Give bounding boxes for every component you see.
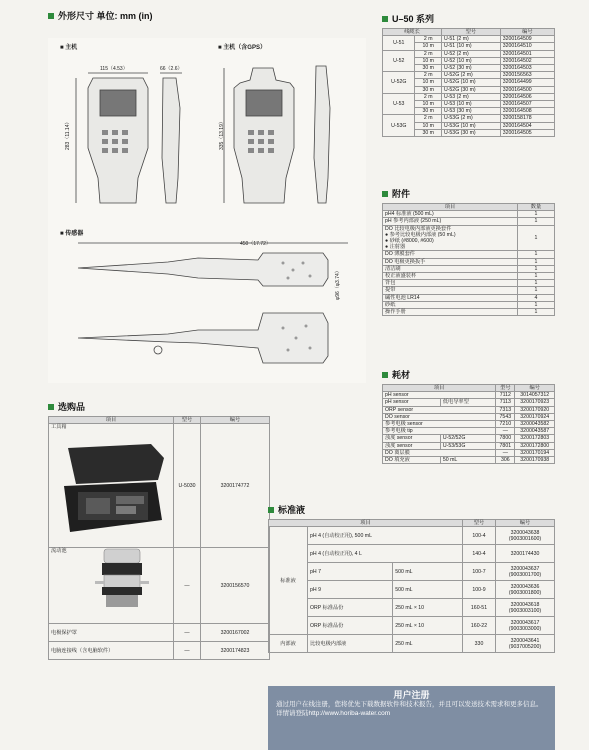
accessory-qty: 1 xyxy=(518,251,555,258)
table-row xyxy=(383,280,555,287)
consumable-code: 3200043582 xyxy=(515,421,555,428)
table-row xyxy=(383,218,555,225)
accessory-item: 清洁刷 xyxy=(383,265,518,272)
consumable-item: 参考电极 tip xyxy=(383,428,496,435)
consumable-item: DO 离层膜 xyxy=(383,449,496,456)
consumable-item: 浊度 sensor xyxy=(383,442,441,449)
consumable-model: — xyxy=(496,428,515,435)
consumable-model: — xyxy=(496,449,515,456)
dimensions-title: 外形尺寸 单位: mm (in) xyxy=(48,9,153,22)
option-model: U-5030 xyxy=(174,424,201,548)
option-code: 3200174823 xyxy=(201,642,270,660)
code: 3200156563 xyxy=(500,72,554,79)
accessory-qty: 1 xyxy=(518,309,555,316)
standard-code: 3200043637 (9003001700) xyxy=(496,563,555,581)
section-marker-icon xyxy=(48,404,54,410)
cable-length: 30 m xyxy=(415,86,441,93)
consumable-code: 3200170923 xyxy=(515,399,555,406)
consumable-code: 3200172800 xyxy=(515,442,555,449)
accessory-qty: 1 xyxy=(518,273,555,280)
col-item: 项目 xyxy=(383,385,496,392)
cable-length: 2 m xyxy=(415,115,441,122)
consumable-code: 3200170920 xyxy=(515,406,555,413)
diameter-dimension: φ96（φ3.74） xyxy=(335,268,341,300)
consumable-model: 7800 xyxy=(496,435,515,442)
table-header-row xyxy=(383,385,555,392)
model: U-53G (2 m) xyxy=(441,115,500,122)
code: 3200164501 xyxy=(500,50,554,57)
table-row xyxy=(383,211,555,218)
accessory-item: DO 电极更换扳手 xyxy=(383,258,518,265)
accessory-qty: 1 xyxy=(518,280,555,287)
code: 3200164510 xyxy=(500,43,554,50)
sensor-label: ■ 传感器 xyxy=(60,231,84,237)
col-cable-length: 线缆长 xyxy=(383,29,442,36)
table-row xyxy=(383,294,555,301)
table-row xyxy=(383,251,555,258)
standard-code: 3200043641 (9037005200) xyxy=(496,635,555,653)
main-unit-gps-label: ■ 主机（含GPS） xyxy=(218,45,266,51)
col-model: 型号 xyxy=(174,417,201,424)
consumable-model: 7210 xyxy=(496,421,515,428)
cable-length: 2 m xyxy=(415,50,441,57)
group-name: U-52G xyxy=(383,72,415,94)
accessory-qty: 1 xyxy=(518,301,555,308)
table-row xyxy=(383,301,555,308)
width-dimension: 115（4.53） xyxy=(100,66,128,72)
consumable-model: 7543 xyxy=(496,413,515,420)
accessory-item: 操作手册 xyxy=(383,309,518,316)
table-row xyxy=(49,624,270,642)
table-row xyxy=(383,449,555,456)
accessory-qty: 1 xyxy=(518,218,555,225)
code: 3200164504 xyxy=(500,122,554,129)
consumable-spec: 50 mL xyxy=(440,457,495,464)
table-header-row xyxy=(383,29,555,36)
standard-volume: 500 mL xyxy=(393,563,463,581)
code: 3200164508 xyxy=(500,108,554,115)
depth-dimension: 66（2.6） xyxy=(160,66,183,72)
consumable-item: 参考电极 sensor xyxy=(383,421,496,428)
table-row xyxy=(269,581,555,599)
table-row xyxy=(383,93,555,100)
col-model: 型号 xyxy=(496,385,515,392)
table-row xyxy=(383,392,555,399)
cable-length: 2 m xyxy=(415,36,441,43)
model: U-53 (2 m) xyxy=(441,93,500,100)
cable-length: 2 m xyxy=(415,72,441,79)
consumables-title: 耗材 xyxy=(382,368,410,381)
col-qty: 数量 xyxy=(518,204,555,211)
model: U-51 (10 m) xyxy=(441,43,500,50)
accessory-item: 背包 xyxy=(383,280,518,287)
consumables-table xyxy=(382,384,555,464)
table-row xyxy=(383,50,555,57)
standard-code: 3200043618 (9003003100) xyxy=(496,599,555,617)
col-item: 项目 xyxy=(49,417,174,424)
option-code: 3200174772 xyxy=(201,424,270,548)
u50-title: U–50 系列 xyxy=(382,12,434,25)
section-marker-icon xyxy=(382,191,388,197)
table-header-row xyxy=(269,520,555,527)
standard-model: 140-4 xyxy=(463,545,496,563)
standard-volume: 500 mL xyxy=(393,581,463,599)
registration-title: 用户注册 xyxy=(393,690,430,700)
model: U-53G (10 m) xyxy=(441,122,500,129)
option-code: 3200156570 xyxy=(201,548,270,624)
consumable-item: pH sensor xyxy=(383,399,441,406)
consumable-code: 3200172803 xyxy=(515,435,555,442)
option-item: 电脑连接线（含电脑软件） xyxy=(49,642,174,660)
code: 3200164500 xyxy=(500,86,554,93)
cable-length: 30 m xyxy=(415,65,441,72)
model: U-52G (10 m) xyxy=(441,79,500,86)
consumable-code: 3200170924 xyxy=(515,413,555,420)
option-model: — xyxy=(174,624,201,642)
height-gps-dimension: 335（13.19） xyxy=(219,119,225,150)
height-dimension: 283（11.14） xyxy=(65,119,71,150)
standards-title: 标准液 xyxy=(268,503,305,516)
cable-length: 30 m xyxy=(415,129,441,136)
accessory-qty: 1 xyxy=(518,258,555,265)
accessories-title: 附件 xyxy=(382,187,410,200)
table-row xyxy=(383,309,555,316)
accessory-qty: 1 xyxy=(518,211,555,218)
standard-item: pH 4 (自动校正用), 500 mL xyxy=(308,527,463,545)
accessory-item: 校正液盛装杯 xyxy=(383,273,518,280)
standards-group-label: 标准液 xyxy=(269,527,308,635)
col-item: 项目 xyxy=(383,204,518,211)
col-code: 编号 xyxy=(515,385,555,392)
table-header-row xyxy=(49,417,270,424)
model: U-51 (2 m) xyxy=(441,36,500,43)
option-model: — xyxy=(174,548,201,624)
cable-length: 30 m xyxy=(415,108,441,115)
table-row xyxy=(383,115,555,122)
table-row xyxy=(49,642,270,660)
model: U-52 (2 m) xyxy=(441,50,500,57)
standard-item: pH 7 xyxy=(308,563,393,581)
table-row xyxy=(269,527,555,545)
consumable-code: 3014057312 xyxy=(515,392,555,399)
group-name: U-53 xyxy=(383,93,415,115)
registration-link[interactable]: 详情请登陆http://www.horiba-water.com xyxy=(276,710,391,717)
standard-code: 3200043638 (9003001600) xyxy=(496,527,555,545)
table-row xyxy=(383,413,555,420)
length-dimension: 450（17.72） xyxy=(240,241,271,247)
consumable-model: 7112 xyxy=(496,392,515,399)
option-item: 工具箱 xyxy=(49,424,174,548)
table-row xyxy=(383,72,555,79)
consumable-model: 7313 xyxy=(496,406,515,413)
table-row xyxy=(269,545,555,563)
standard-item: pH 9 xyxy=(308,581,393,599)
standard-item: pH 4 (自动校正用), 4 L xyxy=(308,545,463,563)
technical-drawing xyxy=(48,38,366,383)
accessory-item: DO 薄膜套件 xyxy=(383,251,518,258)
option-code: 3200167002 xyxy=(201,624,270,642)
option-item: 流动池 xyxy=(49,548,174,624)
code: 3200164507 xyxy=(500,101,554,108)
accessory-qty: 1 xyxy=(518,265,555,272)
table-row xyxy=(269,635,555,653)
accessory-item: pH 参考内部液 (250 mL) xyxy=(383,218,518,225)
accessory-qty: 4 xyxy=(518,294,555,301)
model: U-52G (2 m) xyxy=(441,72,500,79)
model: U-53 (30 m) xyxy=(441,108,500,115)
accessory-item: 提带 xyxy=(383,287,518,294)
table-row xyxy=(269,563,555,581)
standard-volume: 250 mL × 10 xyxy=(393,599,463,617)
accessory-item: 砂纸 xyxy=(383,301,518,308)
consumable-item: DO 填充液 xyxy=(383,457,441,464)
table-row xyxy=(383,457,555,464)
standard-item: ORP 标准品份 xyxy=(308,599,393,617)
cable-length: 10 m xyxy=(415,122,441,129)
table-row xyxy=(383,258,555,265)
cable-length: 10 m xyxy=(415,101,441,108)
consumable-item: DO sensor xyxy=(383,413,496,420)
cable-length: 10 m xyxy=(415,79,441,86)
table-row xyxy=(383,225,555,251)
col-code: 编号 xyxy=(500,29,554,36)
standard-model: 160-22 xyxy=(463,617,496,635)
standard-item: 比较电极内部液 xyxy=(308,635,393,653)
table-row xyxy=(383,399,555,406)
table-row xyxy=(49,548,270,624)
consumable-item: ORP sensor xyxy=(383,406,496,413)
group-name: U-53G xyxy=(383,115,415,137)
option-item: 电极保护罩 xyxy=(49,624,174,642)
cable-length: 2 m xyxy=(415,93,441,100)
table-row xyxy=(383,273,555,280)
consumable-item: pH sensor xyxy=(383,392,496,399)
flow-cell-image xyxy=(92,547,152,611)
code: 3200164506 xyxy=(500,93,554,100)
table-row xyxy=(383,287,555,294)
standards-table xyxy=(268,519,555,653)
table-row xyxy=(383,265,555,272)
col-model: 型号 xyxy=(463,520,496,527)
registration-body xyxy=(276,700,550,718)
model: U-52 (30 m) xyxy=(441,65,500,72)
consumable-model: 7801 xyxy=(496,442,515,449)
accessory-qty: 1 xyxy=(518,225,555,251)
standard-volume: 250 mL × 10 xyxy=(393,617,463,635)
consumable-code: 3200043587 xyxy=(515,428,555,435)
code: 3200164502 xyxy=(500,57,554,64)
col-code: 编号 xyxy=(201,417,270,424)
table-row xyxy=(383,406,555,413)
registration-banner xyxy=(268,686,555,750)
standard-model: 160-51 xyxy=(463,599,496,617)
cable-length: 10 m xyxy=(415,57,441,64)
consumable-model: 7113 xyxy=(496,399,515,406)
accessory-item: pH4 标准液 (500 mL) xyxy=(383,211,518,218)
table-row xyxy=(383,421,555,428)
standard-code: 3200043617 (9003003000) xyxy=(496,617,555,635)
standard-code: 3200043636 (9003001800) xyxy=(496,581,555,599)
table-row xyxy=(383,36,555,43)
accessories-table xyxy=(382,203,555,316)
code: 3200164505 xyxy=(500,129,554,136)
options-title: 选购品 xyxy=(48,400,85,413)
consumable-spec: 低电导率型 xyxy=(440,399,495,406)
table-row xyxy=(383,442,555,449)
section-marker-icon xyxy=(382,372,388,378)
consumable-spec: U-53/53G xyxy=(440,442,495,449)
code: 3200158178 xyxy=(500,115,554,122)
consumable-code: 3200170938 xyxy=(515,457,555,464)
table-row xyxy=(383,428,555,435)
code: 3200164509 xyxy=(500,36,554,43)
model: U-52G (30 m) xyxy=(441,86,500,93)
standard-model: 100-9 xyxy=(463,581,496,599)
model: U-53 (10 m) xyxy=(441,101,500,108)
standard-item: ORP 标准品份 xyxy=(308,617,393,635)
table-row xyxy=(269,617,555,635)
code: 3200164503 xyxy=(500,65,554,72)
internal-solution-group-label: 内部液 xyxy=(269,635,308,653)
standard-model: 330 xyxy=(463,635,496,653)
registration-text: 通过用户在线注册，您将优先下载数据软件和技术报告，并且可以发送技术需求和更多信息。 xyxy=(276,701,543,708)
standard-code: 3200174430 xyxy=(496,545,555,563)
accessory-qty: 1 xyxy=(518,287,555,294)
model: U-53G (30 m) xyxy=(441,129,500,136)
group-name: U-52 xyxy=(383,50,415,72)
consumable-item: 浊度 sensor xyxy=(383,435,441,442)
col-code: 编号 xyxy=(496,520,555,527)
standard-model: 100-4 xyxy=(463,527,496,545)
section-marker-icon xyxy=(382,16,388,22)
standard-volume: 250 mL xyxy=(393,635,463,653)
col-item: 项目 xyxy=(269,520,463,527)
code: 3200164499 xyxy=(500,79,554,86)
main-unit-label: ■ 主机 xyxy=(60,45,78,51)
table-row xyxy=(383,435,555,442)
consumable-model: 306 xyxy=(496,457,515,464)
consumable-code: 3200170194 xyxy=(515,449,555,456)
accessory-item: 碱性电池 LR14 xyxy=(383,294,518,301)
toolbox-image xyxy=(56,440,166,535)
standard-model: 100-7 xyxy=(463,563,496,581)
table-row xyxy=(269,599,555,617)
accessory-item: DO 比较电极内部液更换套件 ● 参考比较电极内部液 (50 mL) ● 砂纸 (#8000, #600) ● 注射器 xyxy=(383,225,518,251)
col-model: 型号 xyxy=(441,29,500,36)
model: U-52 (10 m) xyxy=(441,57,500,64)
section-marker-icon xyxy=(268,507,274,513)
cable-length: 10 m xyxy=(415,43,441,50)
table-header-row xyxy=(383,204,555,211)
option-model: — xyxy=(174,642,201,660)
group-name: U-51 xyxy=(383,36,415,50)
u50-table xyxy=(382,28,555,137)
consumable-spec: U-52/52G xyxy=(440,435,495,442)
section-marker-icon xyxy=(48,13,54,19)
